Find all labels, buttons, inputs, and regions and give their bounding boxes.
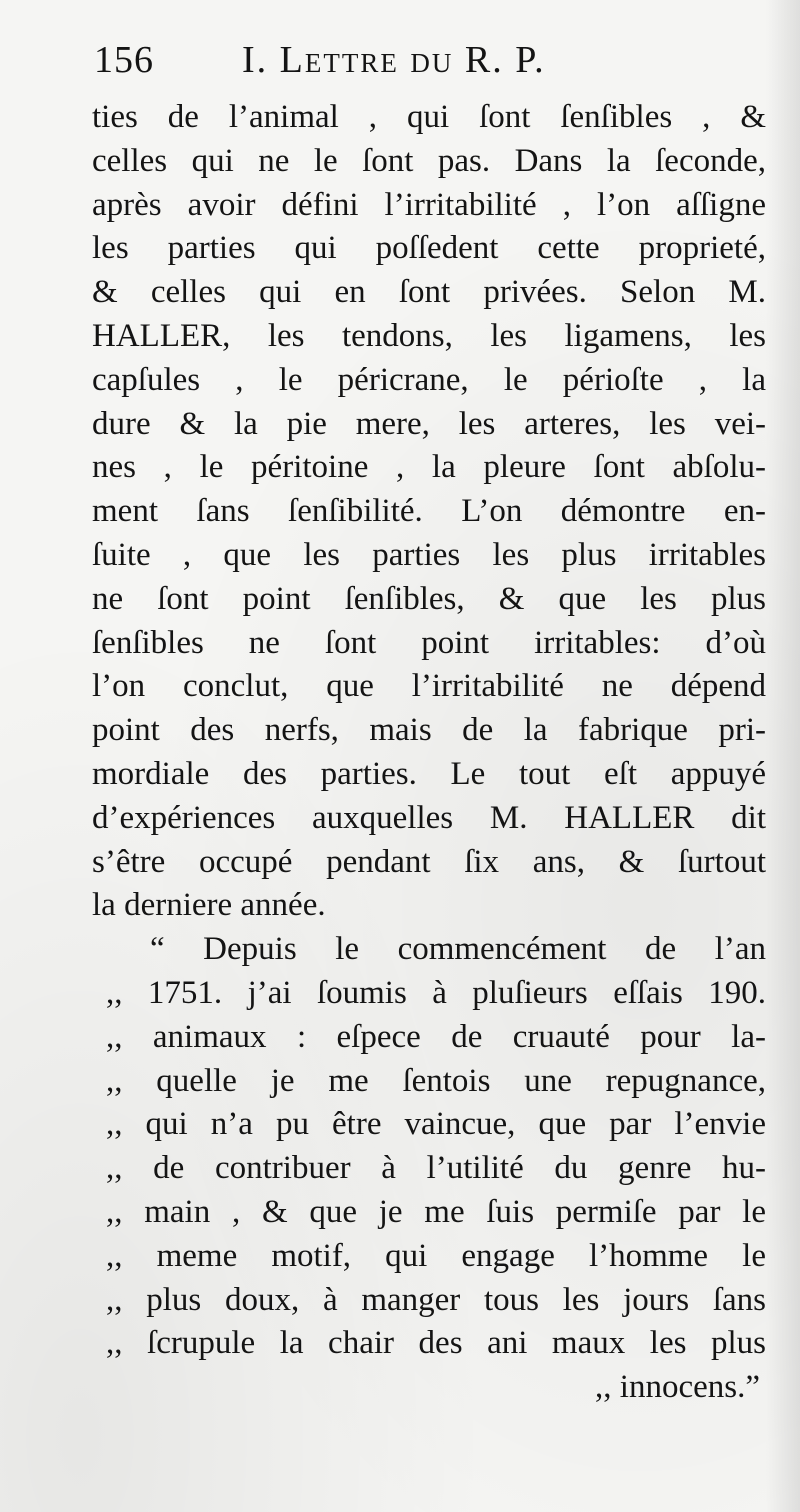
text-line: point des nerfs, mais de la fabrique pri- — [92, 712, 766, 749]
quote-line: ,, animaux : eſpece de cruauté pour la- — [106, 1018, 766, 1055]
page-header — [94, 38, 654, 88]
page-edge-shadow — [766, 0, 800, 1512]
quote-line: ,, de contribuer à l’utilité du genre hu- — [106, 1150, 766, 1187]
quote-line: ,, ſcrupule la chair des ani maux les plus — [106, 1325, 766, 1362]
quote-line: ,, meme motif, qui engage l’homme le — [106, 1237, 766, 1274]
text-line: ment ſans ſenſibilité. L’on démontre en- — [92, 493, 766, 530]
page-number: 156 — [94, 39, 154, 81]
text-line: l’on conclut, que l’irritabilité ne dépend — [92, 668, 766, 705]
text-line: dure & la pie mere, les arteres, les vei- — [92, 405, 766, 442]
running-head: I. Lettre du R. P. — [242, 39, 546, 81]
quote-line: ,, plus doux, à manger tous les jours ſans — [106, 1281, 766, 1318]
text-line: après avoir défini l’irritabilité , l’on aſſigne — [92, 186, 766, 223]
quote-line: ,, qui n’a pu être vaincue, que par l’envie — [106, 1106, 766, 1143]
text-line: mordiale des parties. Le tout eſt appuyé — [92, 755, 766, 792]
text-line: celles qui ne le ſont pas. Dans la ſeconde, — [92, 142, 766, 179]
text-line: capſules , le péricrane, le périoſte , la — [92, 361, 766, 398]
text-line: les parties qui poſſedent cette proprieté, — [92, 230, 766, 267]
body-text — [92, 96, 766, 1410]
text-line: nes , le péritoine , la pleure ſont abſolu- — [92, 449, 766, 486]
text-line: s’être occupé pendant ſix ans, & ſurtout — [92, 843, 766, 880]
quote-line: ,, main , & que je me ſuis permiſe par le — [106, 1193, 766, 1230]
text-line: & celles qui en ſont privées. Selon M. — [92, 274, 766, 311]
quote-line: “ Depuis le commencément de l’an — [150, 931, 766, 968]
text-line: d’expériences auxquelles M. HALLER dit — [92, 799, 766, 836]
quote-line: ,, quelle je me ſentois une repugnance, — [106, 1062, 766, 1099]
quote-line: ,, 1751. j’ai ſoumis à pluſieurs eſſais 190. — [106, 974, 766, 1011]
text-line: ſenſibles ne ſont point irritables: d’où — [92, 624, 766, 661]
text-line: HALLER, les tendons, les ligamens, les — [92, 317, 766, 354]
text-line: la derniere année. — [92, 887, 326, 924]
text-line: ſuite , que les parties les plus irritables — [92, 536, 766, 573]
quote-closing-line: ,, innocens.” — [595, 1369, 760, 1406]
text-line: ne ſont point ſenſibles, & que les plus — [92, 580, 766, 617]
text-line: ties de l’animal , qui ſont ſenſibles , & — [92, 99, 766, 135]
